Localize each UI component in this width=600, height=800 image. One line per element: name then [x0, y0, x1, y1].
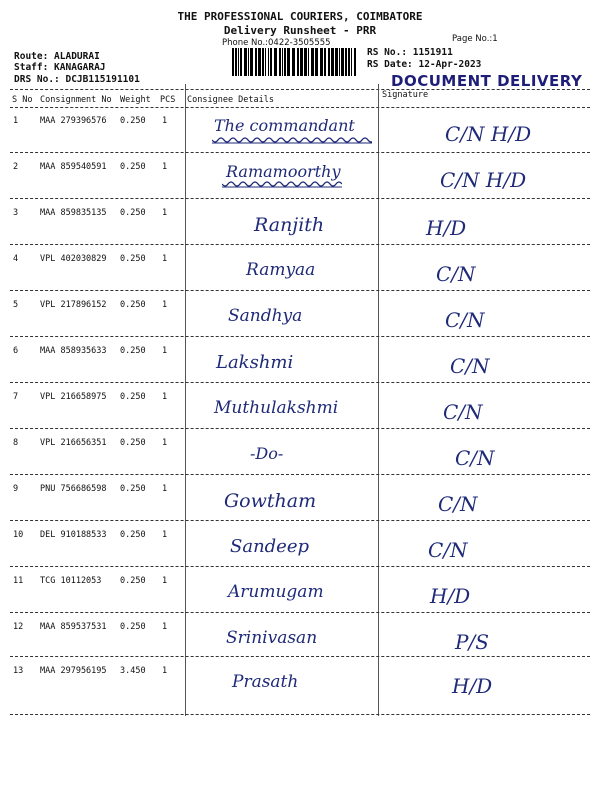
row-consignee-handwritten: Lakshmi — [216, 352, 294, 373]
row-sno: 9 — [13, 484, 19, 494]
barcode-bar — [308, 48, 309, 76]
col-weight: Weight — [120, 95, 151, 105]
barcode-bar — [244, 48, 247, 76]
barcode-bar — [297, 48, 299, 76]
row-weight: 0.250 — [120, 208, 146, 218]
barcode-bar — [282, 48, 283, 76]
row-separator — [10, 428, 590, 429]
row-separator — [10, 244, 590, 245]
col-pcs: PCS — [160, 95, 176, 105]
row-separator — [10, 612, 590, 613]
row-pcs: 1 — [162, 438, 168, 448]
row-sno: 6 — [13, 346, 19, 356]
row-pcs: 1 — [162, 208, 168, 218]
consignee-column-divider — [185, 84, 186, 716]
barcode-bar — [270, 48, 272, 76]
row-sno: 5 — [13, 300, 19, 310]
row-weight: 0.250 — [120, 484, 146, 494]
row-consignee-handwritten: Ranjith — [254, 214, 325, 236]
row-sno: 7 — [13, 392, 19, 402]
row-signature-handwritten: C/N — [438, 492, 478, 516]
rs-date: RS Date: 12-Apr-2023 — [367, 59, 482, 70]
row-separator — [10, 520, 590, 521]
row-weight: 0.250 — [120, 576, 146, 586]
row-sno: 4 — [13, 254, 19, 264]
row-signature-handwritten: C/N — [443, 400, 483, 424]
row-pcs: 1 — [162, 484, 168, 494]
row-consignment: MAA 279396576 — [40, 116, 107, 126]
signature-column-divider — [378, 84, 379, 716]
row-separator — [10, 198, 590, 199]
row-separator — [10, 290, 590, 291]
barcode-bar — [255, 48, 257, 76]
row-consignee-handwritten: Sandeep — [230, 536, 310, 557]
row-consignee-handwritten: Ramyaa — [246, 260, 316, 280]
row-sno: 1 — [13, 116, 19, 126]
barcode-bar — [324, 48, 326, 76]
row-signature-handwritten: C/N — [455, 446, 495, 470]
row-consignee-handwritten: Sandhya — [228, 306, 303, 326]
row-pcs: 1 — [162, 530, 168, 540]
barcode-bar — [279, 48, 281, 76]
row-weight: 3.450 — [120, 666, 146, 676]
barcode-bar — [238, 48, 239, 76]
row-sno: 8 — [13, 438, 19, 448]
row-weight: 0.250 — [120, 392, 146, 402]
barcode-bar — [331, 48, 334, 76]
row-consignment: MAA 859835135 — [40, 208, 107, 218]
page-number: Page No.:1 — [452, 34, 498, 44]
row-consignee-handwritten: -Do- — [250, 444, 284, 463]
row-separator — [10, 336, 590, 337]
row-separator — [10, 474, 590, 475]
barcode-bar — [287, 48, 290, 76]
barcode-bar — [320, 48, 323, 76]
barcode-bar — [292, 48, 295, 76]
row-consignee-handwritten: Srinivasan — [226, 628, 318, 648]
row-pcs: 1 — [162, 254, 168, 264]
drs-number: DRS No.: DCJB115191101 — [14, 74, 140, 85]
row-separator — [10, 152, 590, 153]
col-sno: S No — [12, 95, 33, 105]
row-consignee-handwritten: The commandant — [214, 116, 355, 135]
barcode-bar — [348, 48, 350, 76]
row-consignment: MAA 859537531 — [40, 622, 107, 632]
row-signature-handwritten: H/D — [452, 674, 493, 698]
row-consignment: VPL 217896152 — [40, 300, 107, 310]
barcode-bar — [262, 48, 264, 76]
col-signature: Signature — [382, 90, 429, 100]
row-separator — [10, 566, 590, 567]
sheet-title: Delivery Runsheet - PRR — [223, 24, 377, 37]
row-pcs: 1 — [162, 576, 168, 586]
row-consignment: MAA 858935633 — [40, 346, 107, 356]
document-delivery-stamp: DOCUMENT DELIVERY — [391, 72, 583, 90]
row-separator — [10, 656, 590, 657]
barcode-bar — [311, 48, 314, 76]
row-sno: 11 — [13, 576, 24, 586]
barcode-bar — [232, 48, 234, 76]
row-sno: 3 — [13, 208, 19, 218]
row-consignee-handwritten: Muthulakshmi — [214, 398, 339, 418]
row-consignee-handwritten: Prasath — [232, 672, 299, 692]
barcode-bar — [300, 48, 303, 76]
row-signature-handwritten: C/N — [450, 354, 490, 378]
company-title: THE PROFESSIONAL COURIERS, COIMBATORE — [177, 10, 423, 23]
barcode-bar — [345, 48, 347, 76]
row-signature-handwritten: H/D — [426, 216, 467, 240]
row-consignment: VPL 216658975 — [40, 392, 107, 402]
row-consignment: MAA 859540591 — [40, 162, 107, 172]
row-consignee-handwritten: Ramamoorthy — [226, 162, 341, 181]
barcode-bar — [328, 48, 330, 76]
phone-number: Phone No.:0422-3505555 — [222, 38, 331, 48]
staff: Staff: KANAGARAJ — [14, 62, 106, 73]
row-sno: 10 — [13, 530, 24, 540]
barcode-bar — [341, 48, 344, 76]
barcode-bar — [248, 48, 249, 76]
row-consignee-handwritten: Gowtham — [224, 490, 317, 512]
barcode-bar — [339, 48, 340, 76]
header-bottom-rule — [10, 107, 590, 108]
scribbled-out-name — [222, 180, 342, 188]
row-consignment: TCG 10112053 — [40, 576, 102, 586]
col-consignment: Consignment No — [40, 95, 112, 105]
row-weight: 0.250 — [120, 300, 146, 310]
barcode-bar — [351, 48, 352, 76]
row-sno: 12 — [13, 622, 24, 632]
barcode-bar — [315, 48, 318, 76]
row-signature-handwritten: C/N — [428, 538, 468, 562]
row-pcs: 1 — [162, 346, 168, 356]
row-consignment: VPL 216656351 — [40, 438, 107, 448]
header-top-rule — [10, 89, 590, 90]
row-pcs: 1 — [162, 666, 168, 676]
barcode-bar — [268, 48, 269, 76]
row-signature-handwritten: C/N H/D — [440, 168, 527, 192]
row-signature-handwritten: C/N — [445, 308, 485, 332]
row-weight: 0.250 — [120, 254, 146, 264]
col-consignee: Consignee Details — [187, 95, 274, 105]
row-weight: 0.250 — [120, 162, 146, 172]
row-pcs: 1 — [162, 116, 168, 126]
row-pcs: 1 — [162, 622, 168, 632]
row-weight: 0.250 — [120, 438, 146, 448]
row-consignment: MAA 297956195 — [40, 666, 107, 676]
barcode-bar — [250, 48, 253, 76]
barcode-bar — [235, 48, 237, 76]
row-pcs: 1 — [162, 162, 168, 172]
barcode-bar — [284, 48, 286, 76]
row-signature-handwritten: C/N — [436, 262, 476, 286]
barcode-bar — [240, 48, 242, 76]
rs-number: RS No.: 1151911 — [367, 47, 453, 58]
barcode-bar — [335, 48, 338, 76]
row-consignee-handwritten: Arumugam — [228, 582, 324, 602]
barcode-bar — [274, 48, 277, 76]
row-consignment: DEL 910188533 — [40, 530, 107, 540]
scribbled-out-name — [212, 136, 372, 144]
barcode-bar — [265, 48, 266, 76]
row-consignment: VPL 402030829 — [40, 254, 107, 264]
barcode-bar — [258, 48, 261, 76]
row-sno: 2 — [13, 162, 19, 172]
barcode-bar — [304, 48, 307, 76]
row-separator — [10, 714, 590, 715]
row-pcs: 1 — [162, 300, 168, 310]
row-sno: 13 — [13, 666, 24, 676]
row-consignment: PNU 756686598 — [40, 484, 107, 494]
row-signature-handwritten: H/D — [430, 584, 471, 608]
row-weight: 0.250 — [120, 530, 146, 540]
row-separator — [10, 382, 590, 383]
row-weight: 0.250 — [120, 622, 146, 632]
route: Route: ALADURAI — [14, 51, 100, 62]
barcode-bar — [354, 48, 356, 76]
row-signature-handwritten: P/S — [455, 630, 489, 654]
row-weight: 0.250 — [120, 116, 146, 126]
row-weight: 0.250 — [120, 346, 146, 356]
barcode — [232, 48, 358, 76]
row-signature-handwritten: C/N H/D — [445, 122, 532, 146]
row-pcs: 1 — [162, 392, 168, 402]
